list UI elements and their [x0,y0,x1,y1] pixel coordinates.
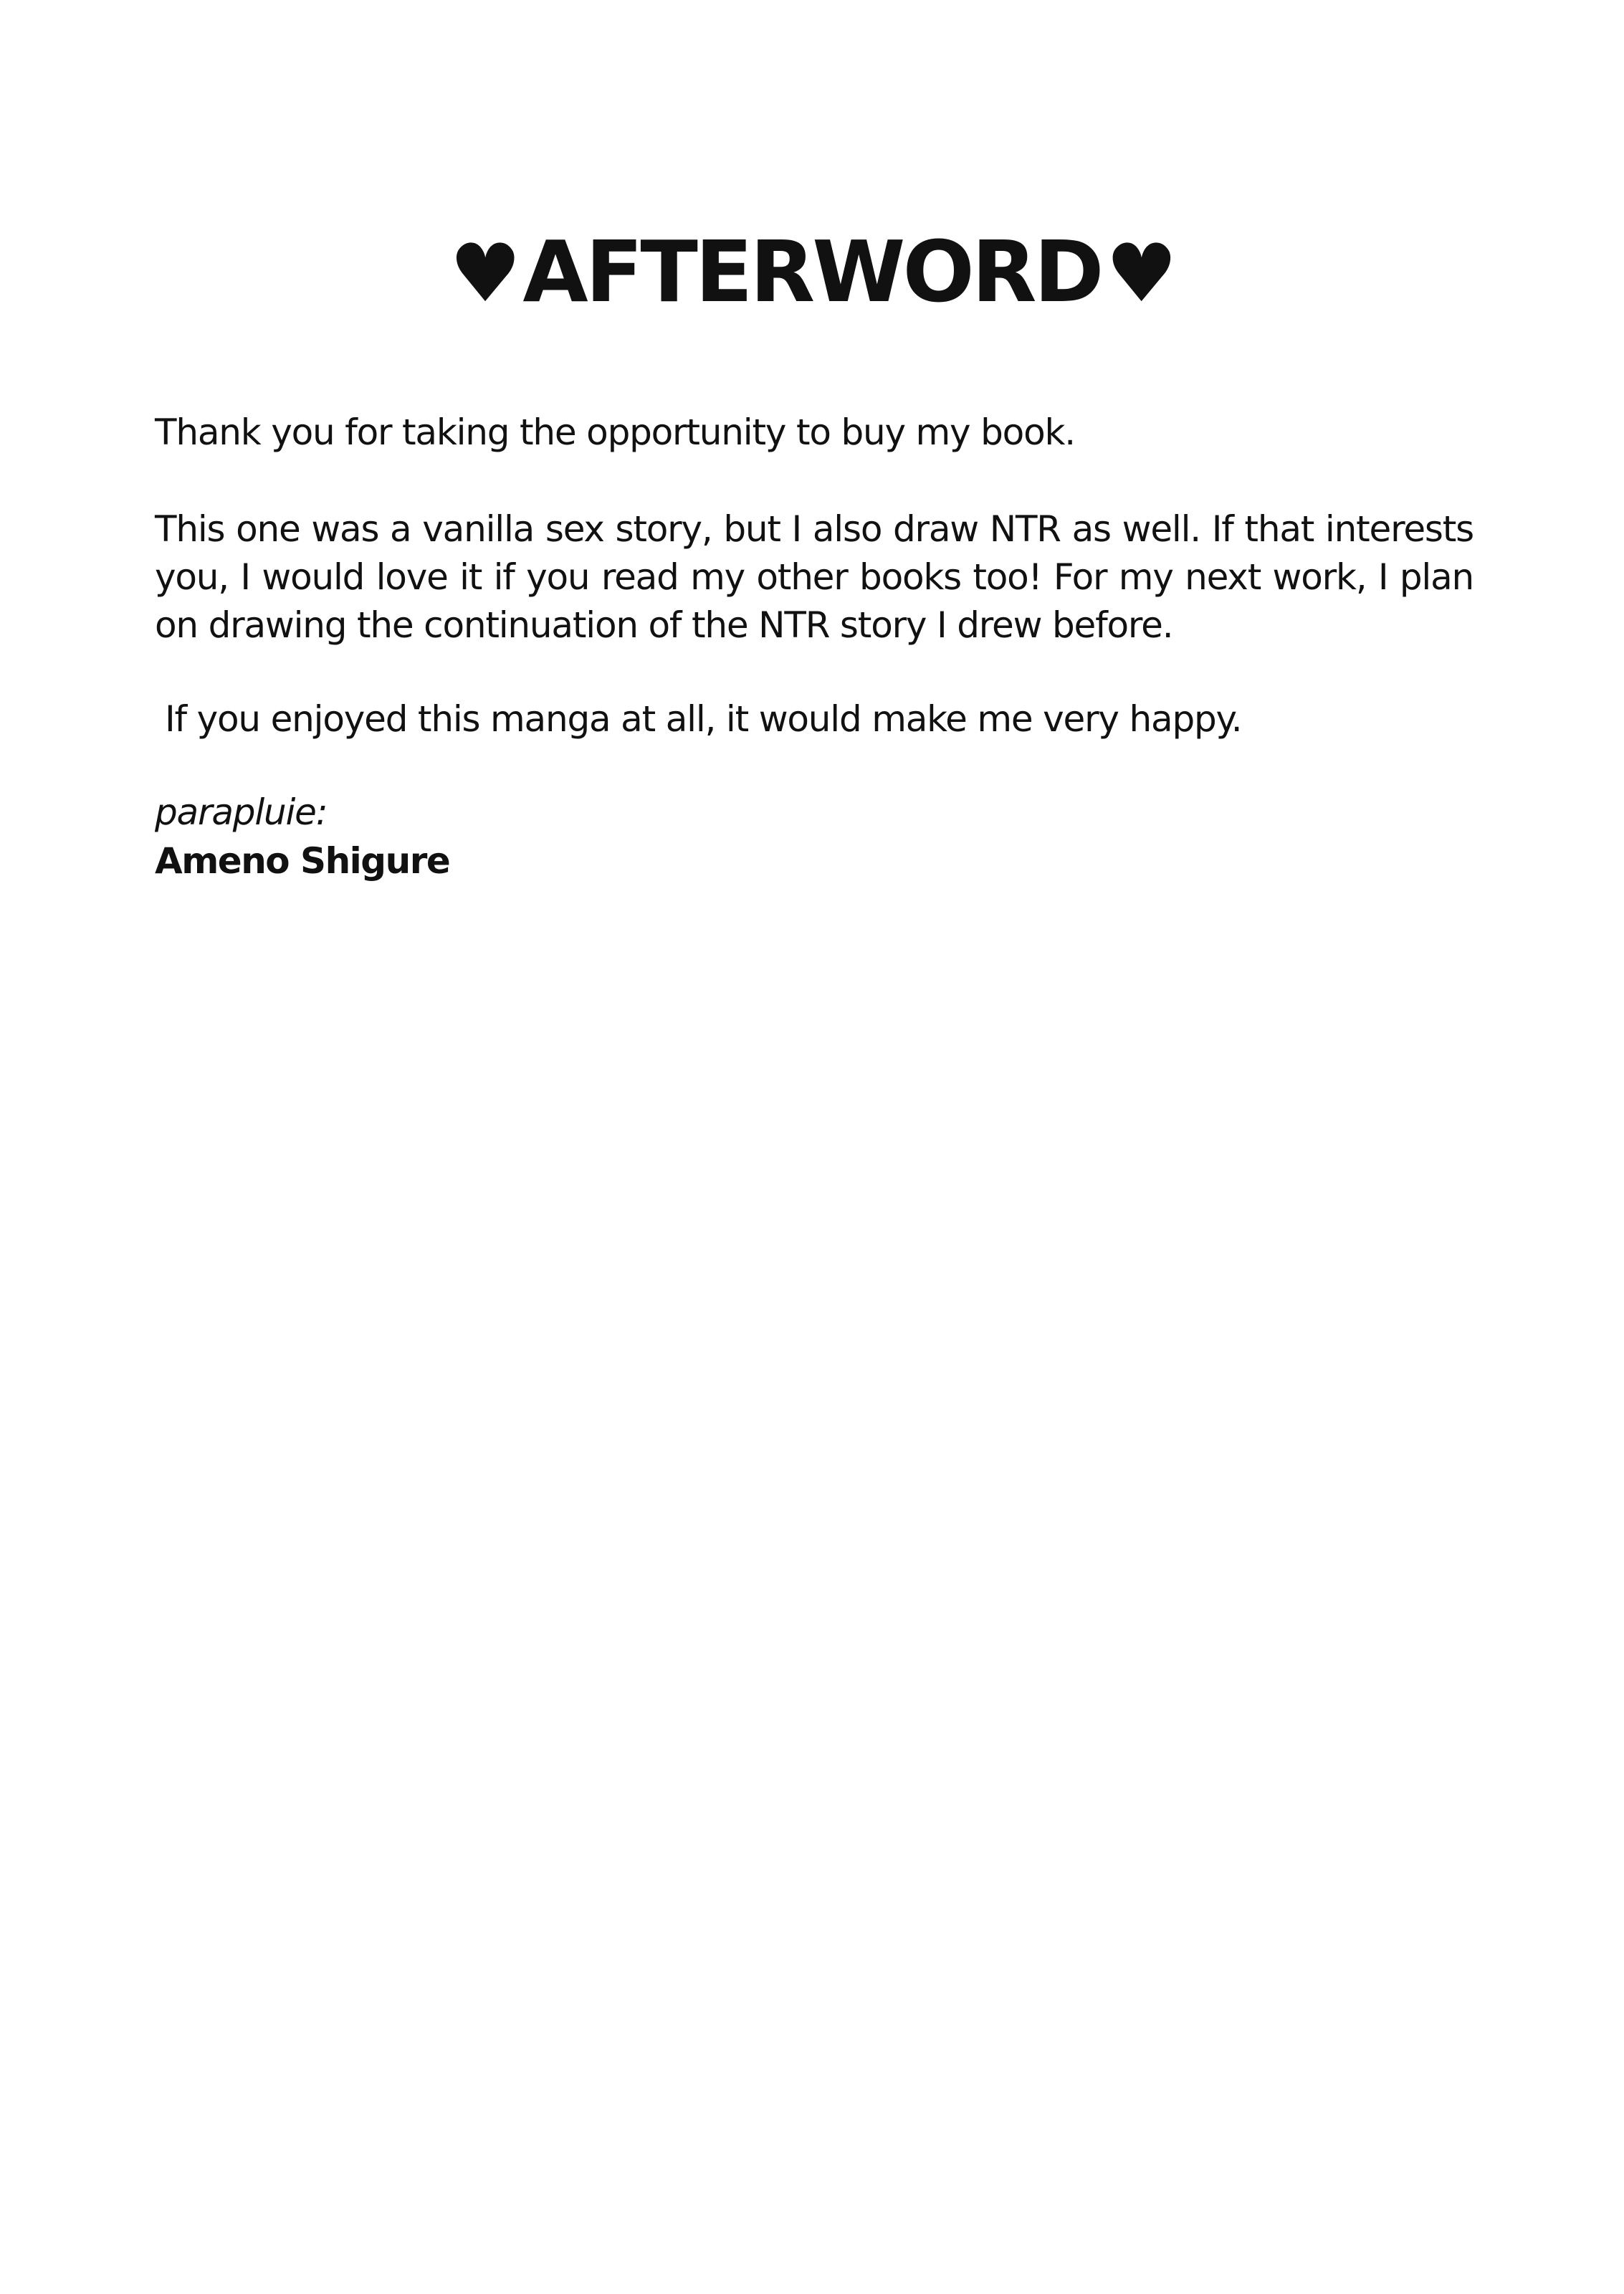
signature-name: Ameno Shigure [155,840,450,882]
paragraph-thanks: Thank you for taking the opportunity to buy my book. [155,411,1075,453]
heart-icon-right: ♥ [1105,227,1175,321]
title-text: AFTERWORD [522,222,1102,322]
paragraph-ntr: This one was a vanilla sex story, but I also draw NTR as well. If that interests you, I would love it if you read my other books too! For my next work, I plan on drawing the continuation of the NTR story I drew before. [155,508,1473,646]
paragraph-enjoyed: If you enjoyed this manga at all, it would make me very happy. [165,698,1242,740]
signature-role: parapluie: [155,791,328,833]
page-title [0,218,1624,328]
heart-icon-left: ♥ [449,227,519,321]
